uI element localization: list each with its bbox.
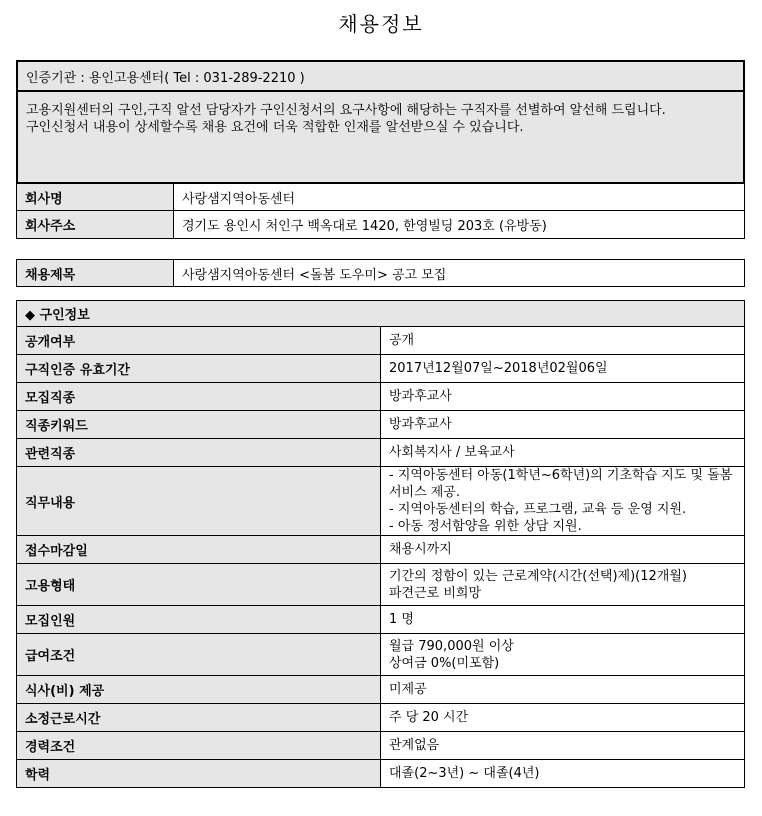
intro-notice — [17, 91, 744, 183]
job-info-label: 직종키워드 — [17, 411, 381, 439]
job-info-row — [17, 327, 745, 355]
job-info-row — [17, 704, 745, 732]
job-info-value-line: 사회복지사 / 보육교사 — [389, 445, 515, 460]
job-info-row — [17, 760, 745, 788]
job-info-value — [381, 467, 745, 536]
job-info-label: 직무내용 — [17, 467, 381, 536]
job-info-label: 학력 — [17, 760, 381, 788]
job-info-label: 고용형태 — [17, 564, 381, 606]
job-info-value-line: 주 당 20 시간 — [389, 710, 469, 725]
notice-line: 구인신청서 내용이 상세할수록 채용 요건에 더욱 적합한 인재를 알선받으실 수 있습니다. — [26, 120, 524, 135]
job-info-label: 모집인원 — [17, 606, 381, 634]
job-info-value — [381, 606, 745, 634]
job-info-value-line: 상여금 0%(미포함) — [389, 655, 500, 671]
page-title: 채용정보 — [338, 12, 424, 36]
company-table — [16, 183, 745, 239]
job-info-value — [381, 327, 745, 355]
job-info-value-line: 2017년12월07일~2018년02월06일 — [389, 361, 608, 376]
job-info-value — [381, 564, 745, 606]
posting-title-label: 채용제목 — [17, 260, 174, 287]
job-info-value-line: - 지역아동센터의 학습, 프로그램, 교육 등 운영 지원. — [389, 502, 687, 517]
job-info-value-line: 관계없음 — [389, 738, 440, 753]
posting-title-value: 사랑샘지역아동센터 <돌봄 도우미> 공고 모집 — [174, 260, 745, 287]
company-address-label: 회사주소 — [17, 211, 174, 239]
notice-line: 고용지원센터의 구인,구직 알선 담당자가 구인신청서의 요구사항에 해당하는 구직자를 선별하여 알선해 드립니다. — [26, 103, 666, 118]
job-info-table — [16, 300, 745, 788]
job-info-label: 경력조건 — [17, 732, 381, 760]
job-info-value — [381, 411, 745, 439]
job-info-label: 모집직종 — [17, 383, 381, 411]
job-info-value — [381, 634, 745, 676]
job-info-label: 소정근로시간 — [17, 704, 381, 732]
job-info-value-line: - 아동 정서함양을 위한 상담 지원. — [389, 519, 582, 534]
job-info-value-line: 공개 — [389, 333, 415, 348]
job-info-row — [17, 676, 745, 704]
job-info-value-line: 방과후교사 — [389, 389, 452, 404]
agency-info: 인증기관 : 용인고용센터( Tel : 031-289-2210 ) — [17, 61, 744, 91]
job-info-row — [17, 355, 745, 383]
job-info-row — [17, 383, 745, 411]
job-info-row — [17, 467, 745, 536]
job-info-value-line: 1 명 — [389, 612, 414, 627]
job-info-value — [381, 355, 745, 383]
job-info-label: 접수마감일 — [17, 536, 381, 564]
job-info-value — [381, 760, 745, 788]
job-info-label: 급여조건 — [17, 634, 381, 676]
job-info-label: 식사(비) 제공 — [17, 676, 381, 704]
posting-table — [16, 259, 745, 287]
job-info-row — [17, 732, 745, 760]
job-info-value — [381, 536, 745, 564]
job-info-row — [17, 606, 745, 634]
job-info-label: 관련직종 — [17, 439, 381, 467]
job-info-value-line: 대졸(2~3년) ~ 대졸(4년) — [389, 766, 540, 781]
job-info-value — [381, 439, 745, 467]
job-info-value — [381, 676, 745, 704]
job-info-value — [381, 383, 745, 411]
job-info-value-line: 방과후교사 — [389, 417, 452, 432]
job-info-value-line: 파견근로 비희망 — [389, 585, 482, 601]
company-name-value: 사랑샘지역아동센터 — [174, 184, 745, 211]
job-info-label: 구직인증 유효기간 — [17, 355, 381, 383]
job-info-row — [17, 634, 745, 676]
job-info-value-line: 채용시까지 — [389, 542, 452, 557]
job-info-value-line: 월급 790,000원 이상 — [389, 638, 514, 654]
job-info-value — [381, 732, 745, 760]
job-info-row — [17, 439, 745, 467]
job-info-label: 공개여부 — [17, 327, 381, 355]
job-info-value — [381, 704, 745, 732]
job-info-row — [17, 564, 745, 606]
job-info-row — [17, 536, 745, 564]
job-info-value-line: 미제공 — [389, 682, 427, 697]
job-info-row — [17, 411, 745, 439]
company-address-value: 경기도 용인시 처인구 백옥대로 1420, 한영빌딩 203호 (유방동) — [174, 211, 745, 239]
job-info-section-title: ◆ 구인정보 — [17, 301, 745, 327]
job-info-value-line: - 지역아동센터 아동(1학년~6학년)의 기초학습 지도 및 돌봄서비스 제공. — [389, 468, 733, 500]
intro-box — [16, 60, 745, 184]
company-name-label: 회사명 — [17, 184, 174, 211]
job-info-value-line: 기간의 정함이 있는 근로계약(시간(선택)제)(12개월) — [389, 568, 687, 584]
